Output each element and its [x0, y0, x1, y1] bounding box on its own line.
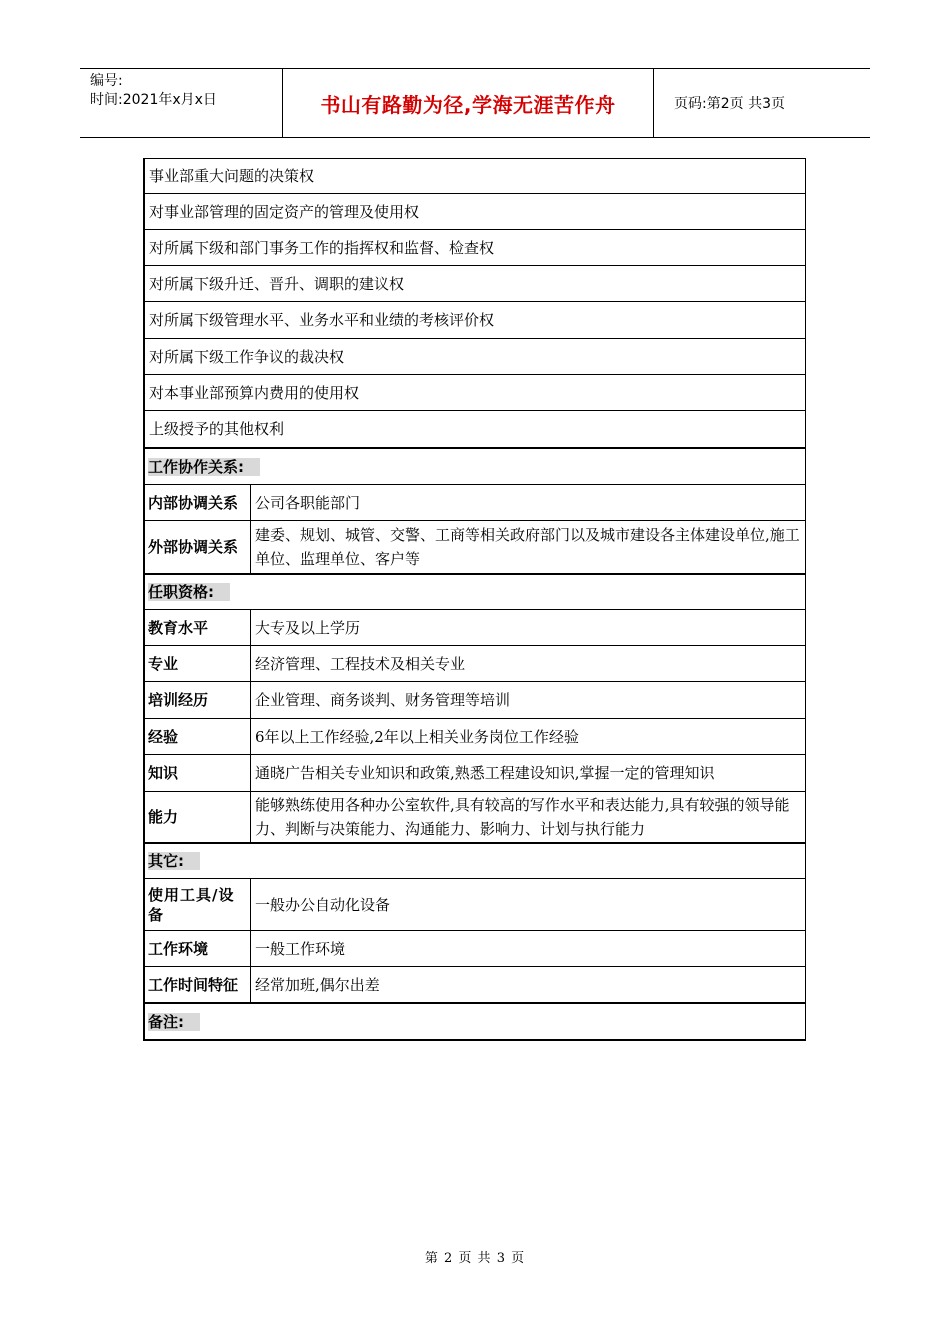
- section-heading-qualifications: [143, 575, 806, 610]
- row-label: 教育水平: [145, 610, 251, 645]
- row-value: 6年以上工作经验,2年以上相关业务岗位工作经验: [255, 727, 579, 746]
- authority-text: 对事业部管理的固定资产的管理及使用权: [149, 202, 420, 221]
- authority-row: [143, 194, 806, 230]
- header-meta: [80, 69, 283, 137]
- section-heading-text: 其它:: [148, 852, 200, 870]
- row-value: 建委、规划、城管、交警、工商等相关政府部门以及城市建设各主体建设单位,施工单位、监理单位、客户等: [255, 526, 800, 568]
- row-label: 知识: [145, 755, 251, 791]
- row-label: 工作时间特征: [145, 967, 251, 1002]
- section-heading-cooperation: [143, 449, 806, 485]
- row-value: 一般工作环境: [255, 939, 346, 958]
- authority-row: [143, 266, 806, 302]
- time-label: 时间:2021年x月x日: [90, 92, 217, 108]
- authority-row: [143, 158, 806, 194]
- job-description-table: [143, 158, 806, 1041]
- authority-text: 对所属下级工作争议的裁决权: [149, 347, 345, 366]
- authority-row: [143, 411, 806, 449]
- row-value: 一般办公自动化设备: [255, 895, 391, 914]
- section-heading-text: 任职资格:: [148, 583, 230, 601]
- table-row: [143, 967, 806, 1004]
- table-row: [143, 521, 806, 575]
- section-heading-remarks: [143, 1004, 806, 1041]
- row-label: 经验: [145, 719, 251, 754]
- authority-text: 对所属下级管理水平、业务水平和业绩的考核评价权: [149, 311, 495, 329]
- number-label: 编号:: [90, 73, 123, 89]
- authority-text: 对所属下级和部门事务工作的指挥权和监督、检查权: [149, 238, 495, 257]
- row-label: 工作环境: [145, 931, 251, 966]
- section-heading-text: 工作协作关系:: [148, 458, 260, 476]
- row-value: 能够熟练使用各种办公室软件,具有较高的写作水平和表达能力,具有较强的领导能力、判断与决策能力、沟通能力、影响力、计划与执行能力: [255, 796, 790, 838]
- section-heading-text: 备注:: [148, 1013, 200, 1031]
- header-page-info: [664, 69, 870, 137]
- row-label: 使用工具/设备: [145, 879, 251, 930]
- header-motto: [283, 69, 654, 137]
- authority-row: [143, 339, 806, 375]
- table-row: [143, 931, 806, 967]
- authority-row: [143, 375, 806, 411]
- table-row: [143, 755, 806, 792]
- row-label: 专业: [145, 646, 251, 681]
- authority-row: [143, 302, 806, 339]
- motto-text: 书山有路勤为径,学海无涯苦作舟: [320, 92, 616, 117]
- table-row: [143, 610, 806, 646]
- page-footer: [0, 1247, 950, 1266]
- row-label: 内部协调关系: [145, 485, 251, 520]
- page-header: [80, 68, 870, 138]
- row-value: 经常加班,偶尔出差: [255, 975, 380, 994]
- authority-text: 对本事业部预算内费用的使用权: [149, 383, 360, 402]
- table-row: [143, 879, 806, 931]
- row-value: 经济管理、工程技术及相关专业: [255, 654, 466, 673]
- row-value: 企业管理、商务谈判、财务管理等培训: [255, 691, 511, 709]
- page-info-text: 页码:第2页 共3页: [674, 96, 785, 112]
- row-value: 通晓广告相关专业知识和政策,熟悉工程建设知识,掌握一定的管理知识: [255, 764, 715, 782]
- row-value: 公司各职能部门: [255, 493, 361, 512]
- table-row: [143, 485, 806, 521]
- row-value: 大专及以上学历: [255, 618, 361, 637]
- authority-text: 事业部重大问题的决策权: [149, 167, 315, 185]
- row-label: 外部协调关系: [145, 521, 251, 573]
- authority-text: 上级授予的其他权利: [149, 420, 285, 438]
- row-label: 培训经历: [145, 682, 251, 718]
- footer-page-number: 第 2 页 共 3 页: [424, 1251, 526, 1266]
- authority-text: 对所属下级升迁、晋升、调职的建议权: [149, 274, 405, 293]
- table-row: [143, 682, 806, 719]
- authority-row: [143, 230, 806, 266]
- table-row: [143, 646, 806, 682]
- row-label: 能力: [145, 792, 251, 842]
- table-row: [143, 719, 806, 755]
- table-row: [143, 792, 806, 844]
- section-heading-other: [143, 844, 806, 879]
